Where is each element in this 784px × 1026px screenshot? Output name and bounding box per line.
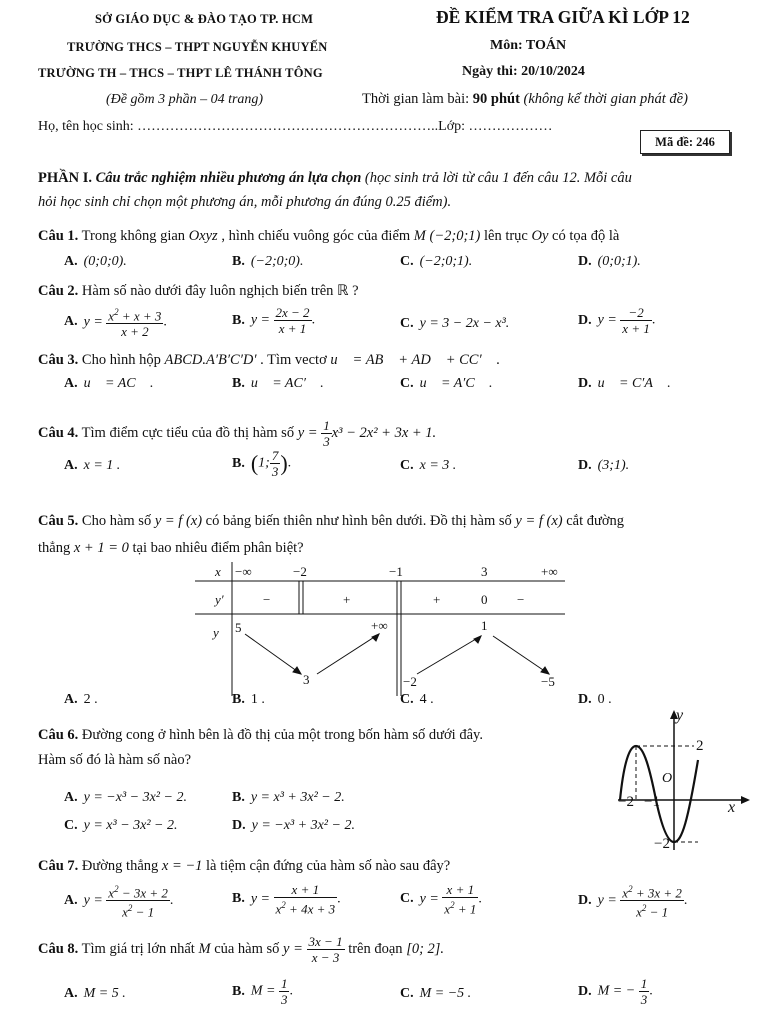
graph-tick-minus-2: −2 [618, 794, 634, 810]
graph-y-label: y [676, 707, 684, 724]
q5-option-c[interactable]: C. 4 . [400, 692, 434, 707]
table-x-label: x [215, 564, 221, 579]
student-name-line: Họ, tên học sinh: ………………………………………………………..Lớp: ……………… [38, 119, 553, 134]
q6-option-d[interactable]: D. y = −x³ + 3x² − 2. [232, 818, 355, 833]
pages-note: (Đề gồm 3 phần – 04 trang) [106, 92, 264, 107]
question-5-line2: thẳng x + 1 = 0 tại bao nhiêu điểm phân biệt? [38, 540, 304, 556]
table-y-label: y [213, 625, 219, 640]
part1-desc: hỏi học sinh chỉ chọn một phương án, mỗi phương án đúng 0.25 điểm). [38, 194, 452, 210]
q5-option-b[interactable]: B. 1 . [232, 692, 265, 707]
question-2: Câu 2. Hàm số nào dưới đây luôn nghịch biến trên ℝ ? [38, 283, 359, 299]
x-val-4: +∞ [541, 564, 558, 579]
q5-option-d[interactable]: D. 0 . [578, 692, 612, 707]
q2-option-d[interactable]: D. y = $\frac{-2}{x + 1}$ . [578, 305, 656, 336]
q7-option-d[interactable]: D. y = $\frac{x^2 + 3x + 2}{x^2 - 1}$ . [578, 884, 688, 920]
sign-0: − [263, 592, 271, 607]
question-4: Câu 4. Tìm điểm cực tiểu của đồ thị hàm số y = $\frac{1}{3}$ x³ − 2x² + 3x + 1. [38, 418, 437, 449]
y-val-1: 1 [481, 618, 488, 633]
q8-option-c[interactable]: C. M = −5 . [400, 986, 472, 1001]
question-1: Câu 1. Trong không gian Oxyz , hình chiếu vuông góc của điểm M (−2;0;1) lên trục Oy có tọa độ là [38, 228, 620, 244]
sign-2: + [433, 592, 441, 607]
q1-option-d[interactable]: D. (0;0;1). [578, 254, 641, 269]
graph-origin: O [662, 771, 673, 786]
graph-x-label: x [728, 799, 736, 816]
q3-option-c[interactable]: C. u⃗ = A′C⃗ . [400, 376, 493, 391]
exam-code-box: Mã đề: 246 [640, 130, 730, 154]
q7-option-b[interactable]: B. y = $\frac{x + 1}{x^2 + 4x + 3}$ . [232, 882, 341, 917]
question-7: Câu 7. Đường thẳng x = −1 là tiệm cận đứng của hàm số nào sau đây? [38, 858, 451, 874]
sign-4: − [517, 592, 525, 607]
cubic-graph [610, 700, 760, 856]
y-val-plus-inf: +∞ [371, 618, 388, 633]
question-6-line2: Hàm số đó là hàm số nào? [38, 752, 192, 768]
part1-title: PHẦN I. Câu trắc nghiệm nhiều phương án lựa chọn (học sinh trả lời từ câu 1 đến câu 12. Mỗi câu [38, 170, 632, 186]
q2-option-c[interactable]: C. y = 3 − 2x − x³. [400, 316, 510, 331]
sign-1: + [343, 592, 351, 607]
q8-option-d[interactable]: D. M = − $\frac{1}{3}$ . [578, 976, 653, 1007]
q1-option-b[interactable]: B. (−2;0;0). [232, 254, 304, 269]
question-3: Câu 3. Cho hình hộp ABCD.A′B′C′D′ . Tìm vectơ u⃗ = AB⃗ + AD⃗ + CC′⃗ . [38, 352, 501, 368]
x-val-3: 3 [481, 564, 488, 579]
sign-3: 0 [481, 592, 488, 607]
exam-time: Thời gian làm bài: 90 phút (không kể thời gian phát đề) [362, 91, 688, 107]
q1-option-a[interactable]: A. (0;0;0). [64, 254, 127, 269]
graph-tick-minus-1: −1 [644, 794, 660, 810]
table-yp-label: y′ [215, 592, 224, 607]
q3-option-a[interactable]: A. u⃗ = AC⃗ . [64, 376, 154, 391]
question-8: Câu 8. Tìm giá trị lớn nhất M của hàm số y = $\frac{3x - 1}{x - 3}$ trên đoạn [0; 2]. [38, 934, 445, 965]
q6-option-a[interactable]: A. y = −x³ − 3x² − 2. [64, 790, 187, 805]
q4-option-d[interactable]: D. (3;1). [578, 458, 630, 473]
q1-option-c[interactable]: C. (−2;0;1). [400, 254, 473, 269]
school-name-1: TRƯỜNG THCS – THPT NGUYỄN KHUYẾN [67, 40, 328, 54]
x-val-0: −∞ [235, 564, 252, 579]
school-name-2: TRƯỜNG TH – THCS – THPT LÊ THÁNH TÔNG [38, 66, 323, 80]
q4-option-c[interactable]: C. x = 3 . [400, 458, 457, 473]
variation-table [195, 562, 575, 698]
x-val-2: −1 [389, 564, 403, 579]
graph-tick-y-minus-2: −2 [654, 836, 670, 852]
y-val-5: 5 [235, 620, 242, 635]
q3-option-d[interactable]: D. u⃗ = C′A⃗ . [578, 376, 671, 391]
exam-date: Ngày thi: 20/10/2024 [462, 64, 585, 79]
q2-option-b[interactable]: B. y = $\frac{2x - 2}{x + 1}$ . [232, 305, 316, 336]
q8-option-b[interactable]: B. M = $\frac{1}{3}$ . [232, 976, 293, 1007]
q4-option-a[interactable]: A. x = 1 . [64, 458, 121, 473]
q6-option-b[interactable]: B. y = x³ + 3x² − 2. [232, 790, 345, 805]
y-val-3: 3 [303, 672, 310, 687]
x-val-1: −2 [293, 564, 307, 579]
q7-option-a[interactable]: A. y = $\frac{x^2 - 3x + 2}{x^2 - 1}$ . [64, 884, 174, 920]
graph-tick-2: 2 [696, 738, 704, 754]
q4-option-b[interactable]: B. (1; $\frac{7}{3}$ ). [232, 448, 292, 479]
y-val-minus-2: −2 [403, 674, 417, 689]
q3-option-b[interactable]: B. u⃗ = AC′⃗ . [232, 376, 324, 391]
q7-option-c[interactable]: C. y = $\frac{x + 1}{x^2 + 1}$ . [400, 882, 482, 917]
q2-option-a[interactable]: A. y = $\frac{x^2 + x + 3}{x + 2}$ . [64, 307, 167, 340]
department-name: SỞ GIÁO DỤC & ĐÀO TẠO TP. HCM [95, 12, 314, 26]
question-5: Câu 5. Cho hàm số y = f (x) có bảng biến thiên như hình bên dưới. Đồ thị hàm số y = f (x) cắt đường [38, 513, 625, 529]
exam-title: ĐỀ KIỂM TRA GIỮA KÌ LỚP 12 [436, 7, 690, 27]
q8-option-a[interactable]: A. M = 5 . [64, 986, 126, 1001]
subject: Môn: TOÁN [490, 38, 567, 53]
q6-option-c[interactable]: C. y = x³ − 3x² − 2. [64, 818, 178, 833]
q5-option-a[interactable]: A. 2 . [64, 692, 98, 707]
question-6: Câu 6. Đường cong ở hình bên là đồ thị của một trong bốn hàm số dưới đây. [38, 727, 483, 743]
y-val-minus-5: −5 [541, 674, 555, 689]
